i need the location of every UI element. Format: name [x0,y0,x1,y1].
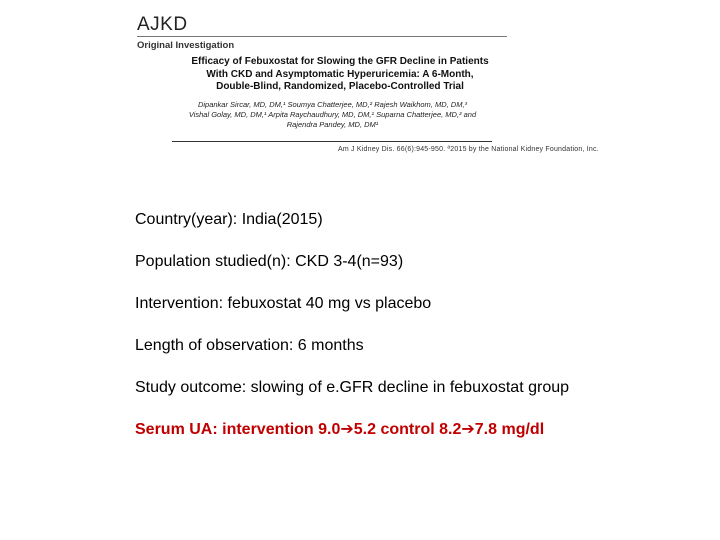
serum-ua-intervention: Serum UA: intervention 9.0 [135,421,341,438]
header-divider [137,36,507,37]
study-outcome: Study outcome: slowing of e.GFR decline in febuxostat group [135,379,570,396]
arrow-icon: ➔ [461,421,475,438]
article-title-line: With CKD and Asymptomatic Hyperuricemia: A 6-Month, [206,68,474,80]
population-studied: Population studied(n): CKD 3-4(n=93) [135,253,404,270]
citation: Am J Kidney Dis. 66(6):945-950. ª2015 by the National Kidney Foundation, Inc. [338,146,599,153]
citation-divider [172,141,492,142]
arrow-icon: ➔ [340,421,354,438]
country-year: Country(year): India(2015) [135,211,323,228]
serum-ua-result [135,420,695,440]
study-summary [135,210,695,440]
serum-ua-control: 5.2 control 8.2 [353,421,462,438]
article-title-line: Double-Blind, Randomized, Placebo-Controlled Trial [216,81,464,92]
observation-length: Length of observation: 6 months [135,337,364,354]
article-title [170,56,510,94]
journal-logo: AJKD [137,14,188,35]
author-line: Dipankar Sircar, MD, DM,¹ Soumya Chatterjee, MD,² Rajesh Waikhom, MD, DM,³ [197,100,468,109]
journal-header [137,14,509,52]
author-list [170,100,495,130]
author-line: Rajendra Pandey, MD, DM¹ [286,120,379,129]
intervention: Intervention: febuxostat 40 mg vs placebo [135,295,432,312]
section-label: Original Investigation [137,40,235,51]
author-line: Vishal Golay, MD, DM,¹ Arpita Raychaudhury, MD, DM,¹ Suparna Chatterjee, MD,² and [188,110,477,119]
article-title-line: Efficacy of Febuxostat for Slowing the GFR Decline in Patients [191,56,489,67]
serum-ua-unit: 7.8 mg/dl [474,421,545,438]
